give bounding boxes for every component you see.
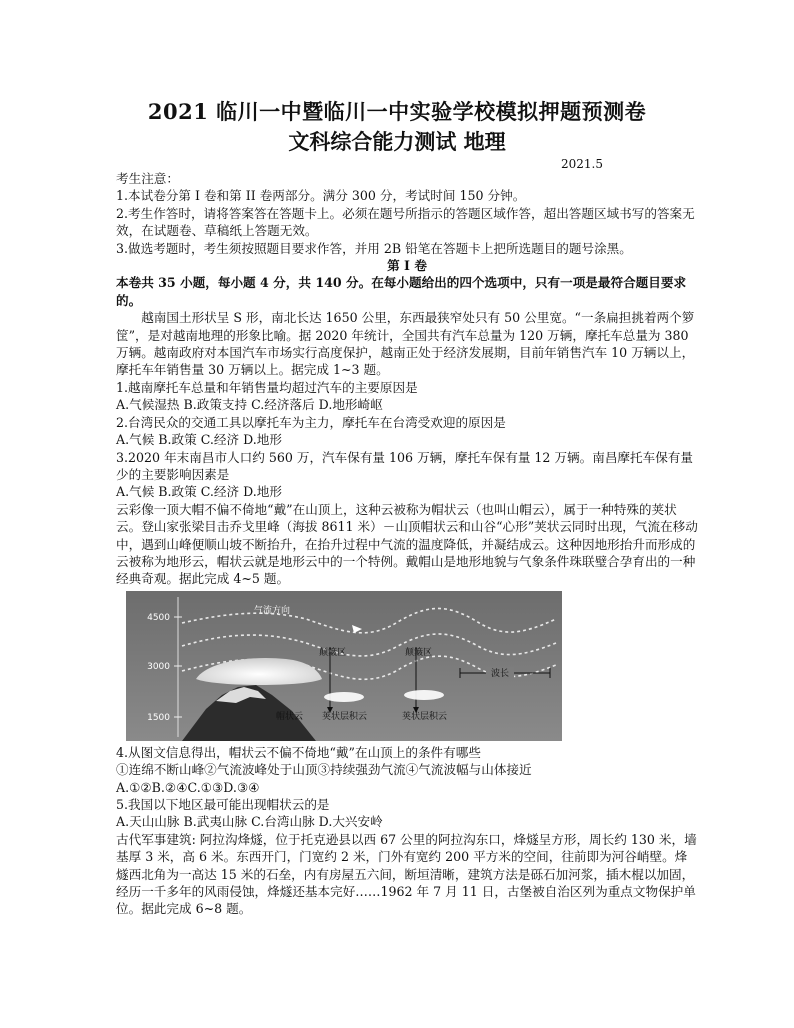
question-2-options: A.气候 B.政策 C.经济 D.地形 xyxy=(116,432,282,448)
cap-cloud-label: 帽状云 xyxy=(276,711,304,722)
lenticular-cloud-1 xyxy=(324,692,364,702)
question-3: 3.2020 年末南昌市人口约 560 万，汽车保有量 106 万辆，摩托车保有量 12 万辆。南昌摩托车保有量少的主要影响因素是 xyxy=(116,449,693,482)
notice-item-3: 3.做选考题时，考生须按照题目要求作答，并用 2B 铅笔在答题卡上把所选题目的题号涂黑。 xyxy=(116,240,632,256)
question-1-options: A.气候湿热 B.政策支持 C.经济落后 D.地形崎岖 xyxy=(116,397,383,413)
tick-label-3000: 3000 xyxy=(147,661,170,672)
wavelength-label: 波长 xyxy=(490,668,510,679)
exam-title-line2: 文科综合能力测试 地理 xyxy=(288,129,506,154)
lenticular-cloud-2 xyxy=(404,690,444,700)
question-2: 2.台湾民众的交通工具以摩托车为主力，摩托车在台湾受欢迎的原因是 xyxy=(116,414,506,430)
passage-vietnam: 越南国土形状呈 S 形，南北长达 1650 公里，东西最狭窄处只有 50 公里宽。“一条扁担挑着两个箩筐”，是对越南地理的形象比喻。据 2020 年统计，全国共有汽车总量为 120 万辆，摩托车总量为 380 万辆。越南政府对本国汽车市场实行高度保护，越南正处于经济发展期，目前年销售汽车 10 万辆以上，摩托车年销售量 30 万辆以上。据完成 1~3 题。 xyxy=(116,310,695,378)
cap-cloud-figure xyxy=(126,591,562,741)
question-5-options: A.天山山脉 B.武夷山脉 C.台湾山脉 D.大兴安岭 xyxy=(116,814,383,830)
passage-cap-cloud: 云彩像一顶大帽不偏不倚地“戴”在山顶上，这种云被称为帽状云（也叫山帽云），属于一种特殊的荚状云。登山家张梁目击乔戈里峰（海拔 8611 米）－山顶帽状云和山谷“心形”荚状云同时出现，气流在移动中，遇到山峰便顺山坡不断抬升，在抬升过程中气流的温度降低，并凝结成云。这种因地形抬升而形成的云被称为地形云，帽状云就是地形云中的一个特例。戴帽山是地形地貌与气象条件珠联璧合孕育出的一种经典奇观。据此完成 4~5 题。 xyxy=(116,501,698,587)
exam-date: 2021.5 xyxy=(561,157,603,171)
question-1: 1.越南摩托车总量和年销售量均超过汽车的主要原因是 xyxy=(116,379,418,395)
question-5: 5.我国以下地区最可能出现帽状云的是 xyxy=(116,796,330,812)
notice-item-2: 2.考生作答时，请将答案答在答题卡上。必须在题号所指示的答题区域作答，超出答题区域书写的答案无效，在试题卷、草稿纸上答题无效。 xyxy=(116,205,695,239)
question-4: 4.从图文信息得出，帽状云不偏不倚地“戴”在山顶上的条件有哪些 xyxy=(116,744,481,760)
cap-cloud-diagram xyxy=(126,591,562,741)
section-title: 第 I 卷 xyxy=(387,258,427,274)
question-4-items: ①连绵不断山峰②气流波峰处于山顶③持续强劲气流④气流波幅与山体接近 xyxy=(116,762,532,778)
crest-left-label: 颠簸区 xyxy=(319,647,347,658)
lenticular-2-label: 荚状层积云 xyxy=(402,711,448,722)
crest-right-label: 颠簸区 xyxy=(405,647,433,658)
tick-label-4500: 4500 xyxy=(147,612,170,623)
exam-body xyxy=(116,170,698,918)
question-3-options: A.气候 B.政策 C.经济 D.地形 xyxy=(116,484,282,500)
notice-heading: 考生注意： xyxy=(116,171,179,186)
exam-title-line1: 2021 临川一中暨临川一中实验学校模拟押题预测卷 xyxy=(147,99,647,124)
section-instruction: 本卷共 35 小题，每小题 4 分，共 140 分。在每小题给出的四个选项中，只有一项是最符合题目要求的。 xyxy=(116,275,687,308)
tick-label-1500: 1500 xyxy=(147,712,170,723)
lenticular-1-label: 荚状层积云 xyxy=(322,711,368,722)
question-4-options: A.①②B.②④C.①③D.③④ xyxy=(116,779,260,795)
flow-direction-label: 气流方向 xyxy=(254,605,291,616)
passage-beacon-tower: 古代军事建筑: 阿拉沟烽燧，位于托克逊县以西 67 公里的阿拉沟东口，烽燧呈方形，周长约 130 米，墙基厚 3 米，高 6 米。东西开门，门宽约 2 米，门外有宽约 200 平方米的空间，往前即为河谷峭壁。烽燧西北角为一高达 15 米的石垒，内有房屋五六间，断垣清晰，建筑方法是砾石加河浆，插木棍以加固，经历一千多年的风雨侵蚀，烽燧还基本完好……1962 年 7 月 11 日，古堡被自治区列为重点文物保护单位。据此完成 6~8 题。 xyxy=(116,831,697,917)
notice-item-1: 1.本试卷分第 I 卷和第 II 卷两部分。满分 300 分，考试时间 150 分钟。 xyxy=(116,188,526,204)
